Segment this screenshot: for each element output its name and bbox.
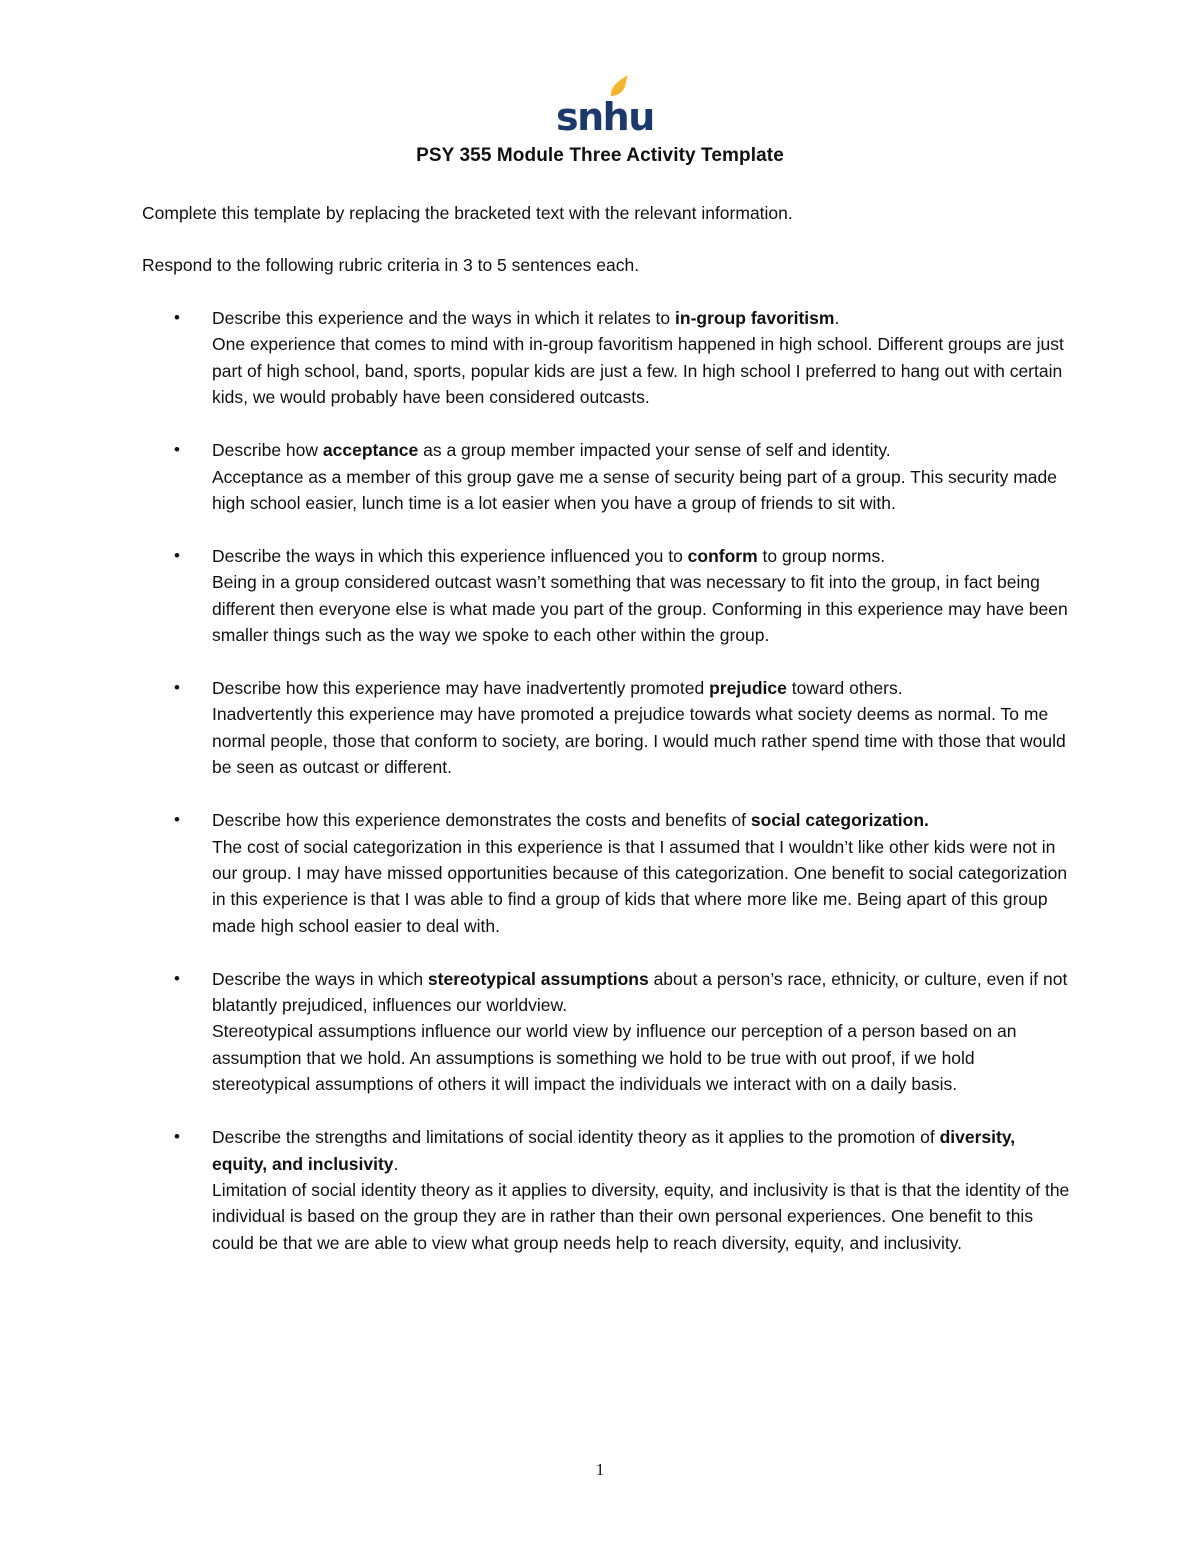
logo-wordmark: snhu	[556, 95, 654, 139]
page-title: PSY 355 Module Three Activity Template	[416, 145, 784, 166]
prompt-text: .	[834, 308, 840, 328]
prompt-text: .	[393, 1153, 399, 1174]
rubric-response: Acceptance as a member of this group gave me a sense of security being part of a group. This security made high school easier, lunch time is a lot easier when you have a group of friends to sit with.	[212, 466, 1057, 513]
prompt-text: Describe how this experience demonstrates the costs and benefits of	[212, 810, 751, 831]
prompt-text: as a group member impacted your sense of self and identity.	[418, 440, 891, 461]
rubric-prompt	[212, 675, 1072, 701]
bullet-icon: •	[174, 308, 180, 327]
prompt-text: Describe the strengths and limitations of social identity theory as it applies to the promotion of	[212, 1127, 940, 1148]
rubric-response: One experience that comes to mind with in-group favoritism happened in high school. Different groups are just part of high school, band, sports, popular kids are just a few. In high school I preferred to hang out with certain kids, we would probably have been considered outcasts.	[212, 334, 1064, 408]
bullet-icon: •	[174, 810, 180, 830]
prompt-key-term: in-group favoritism	[675, 308, 835, 328]
instruction-text: Complete this template by replacing the bracketed text with the relevant information.	[142, 203, 793, 223]
prompt-text: Describe how this experience may have inadvertently promoted	[212, 677, 710, 698]
rubric-item	[142, 807, 1072, 939]
bullet-icon: •	[174, 440, 180, 460]
prompt-key-term: stereotypical assumptions	[427, 968, 649, 989]
prompt-text: Describe this experience and the ways in which it relates to	[212, 308, 676, 328]
rubric-response: Stereotypical assumptions influence our world view by influence our perception of a person based on an assumption that we hold. An assumptions is something we hold to be true with out proof, if we hold stereotypical assumptions of others it will impact the individuals we interact with on a daily basis.	[212, 1021, 1017, 1095]
rubric-prompt	[212, 966, 1072, 1019]
prompt-text: about a person’s race, ethnicity, or culture, even if not blatantly prejudiced, influences our worldview.	[212, 968, 1068, 1016]
rubric-item	[142, 1124, 1072, 1256]
prompt-key-term: conform	[687, 545, 758, 566]
prompt-key-term: diversity, equity, and inclusivity	[212, 1127, 1016, 1174]
rubric-instruction-text: Respond to the following rubric criteria in 3 to 5 sentences each.	[142, 255, 640, 275]
bullet-icon: •	[174, 1127, 180, 1147]
prompt-key-term: social categorization.	[750, 810, 929, 831]
bullet-icon: •	[174, 968, 180, 988]
page-number: 1	[595, 1460, 605, 1479]
prompt-text: Describe the ways in which this experience influenced you to	[212, 545, 688, 566]
prompt-text: Describe how	[212, 440, 323, 461]
rubric-prompt	[212, 305, 1072, 331]
rubric-response: The cost of social categorization in this experience is that I assumed that I wouldn’t like other kids were not in our group. I may have missed opportunities because of this categorization. One benefit to social categorization in this experience is that I was able to find a group of kids that where more like me. Being apart of this group made high school easier to deal with.	[212, 836, 1068, 936]
rubric-prompt	[212, 1124, 1072, 1177]
rubric-response: Limitation of social identity theory as it applies to diversity, equity, and inclusivity is that is that the identity of the individual is based on the group they are in rather than their own personal experiences. One benefit to this could be that we are able to view what group needs help to reach diversity, equity, and inclusivity.	[212, 1179, 1070, 1253]
snhu-logo	[556, 72, 654, 139]
prompt-key-term: acceptance	[322, 440, 419, 461]
bullet-icon: •	[174, 545, 180, 565]
prompt-key-term: prejudice	[709, 677, 787, 698]
rubric-response: Inadvertently this experience may have promoted a prejudice towards what society deems as normal. To me normal people, those that conform to society, are boring. I would much rather spend time with those that would be seen as outcast or different.	[212, 704, 1066, 778]
rubric-item	[142, 675, 1072, 781]
rubric-item	[142, 543, 1072, 649]
rubric-item	[142, 966, 1072, 1098]
rubric-response: Being in a group considered outcast wasn’t something that was necessary to fit into the group, in fact being different then everyone else is what made you part of the group. Conforming in this experience may have been smaller things such as the way we spoke to each other within the group.	[212, 572, 1068, 646]
rubric-prompt	[212, 807, 1072, 833]
prompt-text: Describe the ways in which	[212, 968, 428, 989]
prompt-text: to group norms.	[757, 545, 886, 566]
rubric-prompt	[212, 543, 1072, 569]
bullet-icon: •	[174, 677, 180, 697]
rubric-item	[142, 305, 1072, 411]
rubric-item	[142, 437, 1072, 516]
rubric-list	[142, 305, 1072, 1283]
rubric-prompt	[212, 437, 1072, 463]
prompt-text: toward others.	[786, 677, 903, 698]
